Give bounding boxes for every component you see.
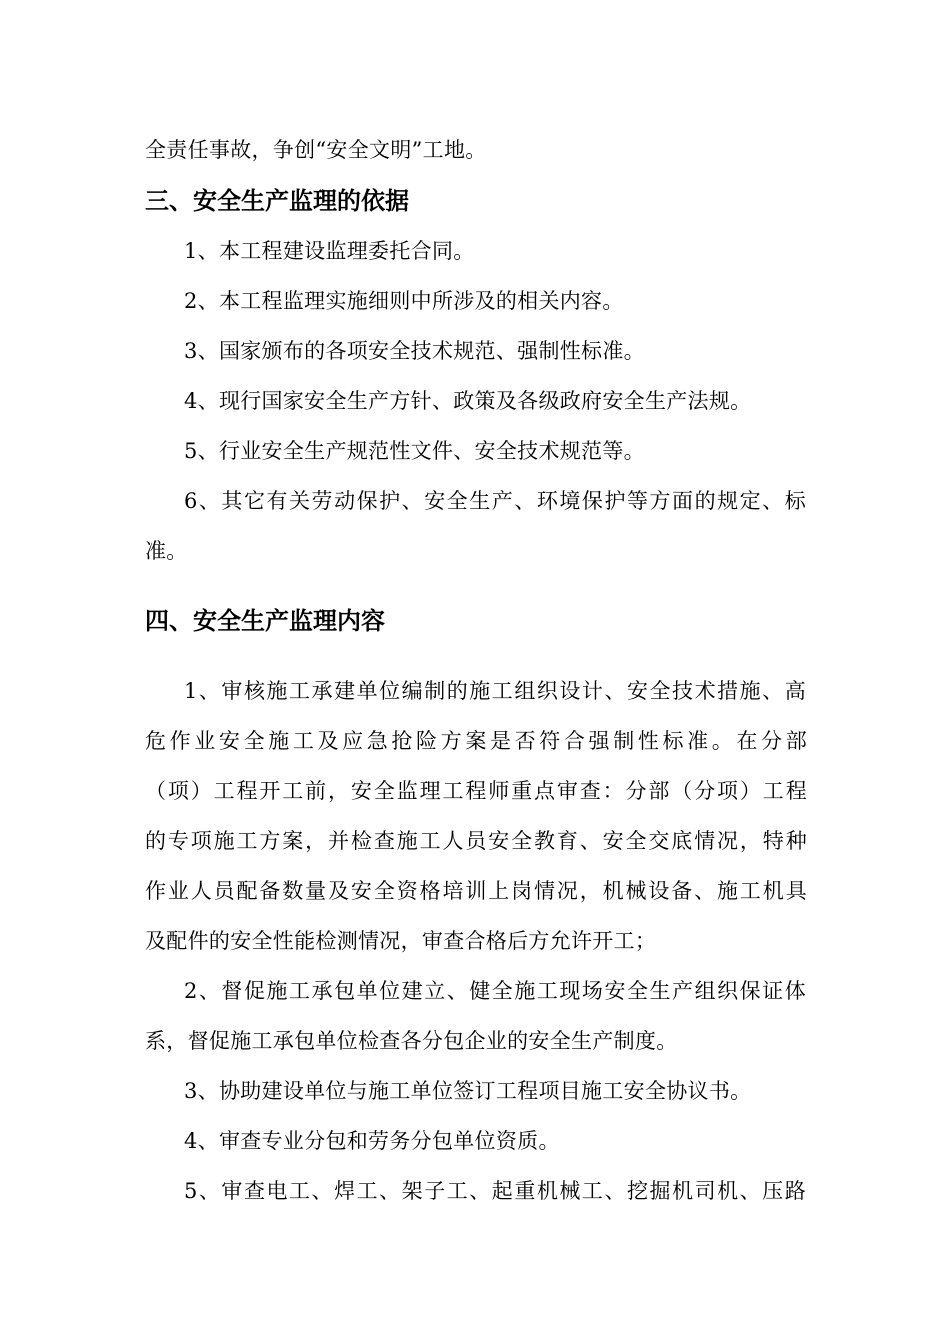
- section-3-heading: 三、安全生产监理的依据: [145, 187, 409, 215]
- content-line-1: 1、审核施工承建单位编制的施工组织设计、安全技术措施、高: [184, 679, 806, 703]
- content-line-10: 4、审查专业分包和劳务分包单位资质。: [184, 1129, 560, 1153]
- section-4-heading: 四、安全生产监理内容: [145, 607, 385, 635]
- basis-item-5: 5、行业安全生产规范性文件、安全技术规范等。: [184, 439, 645, 463]
- content-line-11: 5、审查电工、焊工、架子工、起重机械工、挖掘机司机、压路: [184, 1179, 806, 1203]
- basis-item-6: 6、其它有关劳动保护、安全生产、环境保护等方面的规定、标: [184, 489, 806, 513]
- content-line-5: 作业人员配备数量及安全资格培训上岗情况，机械设备、施工机具: [145, 879, 807, 903]
- content-line-8: 系，督促施工承包单位检查各分包企业的安全生产制度。: [145, 1029, 678, 1053]
- content-line-3: （项）工程开工前，安全监理工程师重点审查：分部（分项）工程: [145, 779, 807, 803]
- basis-item-2: 2、本工程监理实施细则中所涉及的相关内容。: [184, 289, 624, 313]
- basis-item-4: 4、现行国家安全生产方针、政策及各级政府安全生产法规。: [184, 389, 752, 413]
- continuation-text: 全责任事故，争创“安全文明”工地。: [145, 138, 487, 162]
- basis-item-6-continued: 准。: [145, 539, 188, 563]
- basis-item-1: 1、本工程建设监理委托合同。: [184, 239, 475, 263]
- content-line-2: 危作业安全施工及应急抢险方案是否符合强制性标准。在分部: [145, 729, 807, 753]
- basis-item-3: 3、国家颁布的各项安全技术规范、强制性标准。: [184, 339, 645, 363]
- content-line-9: 3、协助建设单位与施工单位签订工程项目施工安全协议书。: [184, 1079, 752, 1103]
- content-line-7: 2、督促施工承包单位建立、健全施工现场安全生产组织保证体: [184, 979, 806, 1003]
- content-line-6: 及配件的安全性能检测情况，审查合格后方允许开工；: [145, 929, 657, 953]
- content-line-4: 的专项施工方案，并检查施工人员安全教育、安全交底情况，特种: [145, 829, 807, 853]
